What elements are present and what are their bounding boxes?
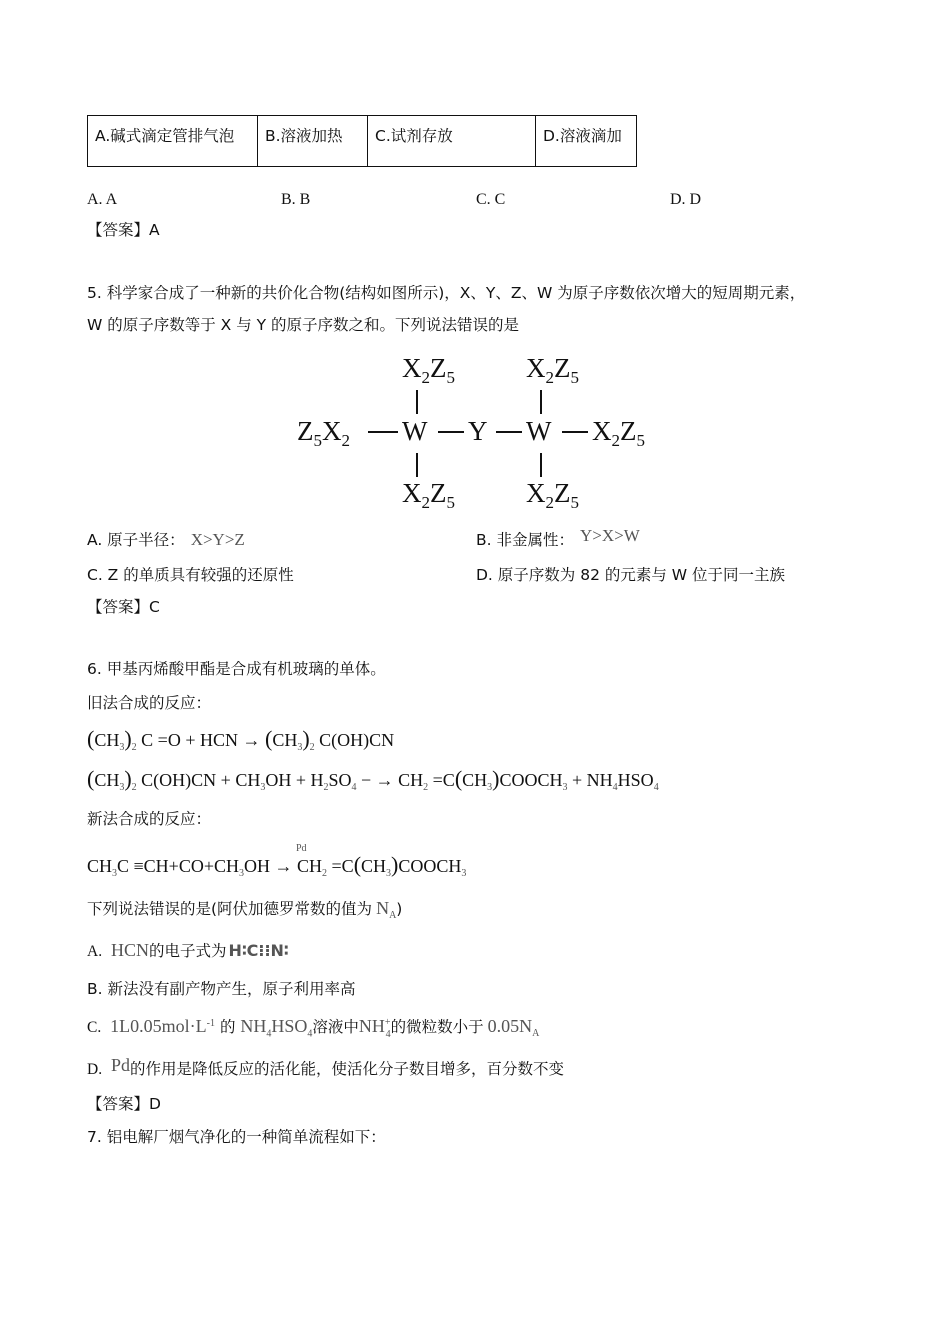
catalyst-label: Pd	[296, 843, 307, 854]
q4-answer: 【答案】A	[87, 221, 160, 239]
q6-old-label: 旧法合成的反应：	[87, 694, 212, 712]
group-top-left: $X_2Z_5$	[402, 353, 455, 387]
bond-bottom-right	[540, 453, 542, 477]
group-left: $Z_5X_2$	[297, 416, 350, 450]
table-cell-b: B.溶液加热	[258, 116, 368, 167]
q5-stem-line2: W 的原子序数等于 X 与 Y 的原子序数之和。下列说法错误的是	[87, 316, 520, 334]
bond-left	[368, 431, 398, 433]
group-bottom-left: $X_2Z_5$	[402, 478, 455, 512]
q4-option-d: D. D	[670, 191, 702, 208]
old-reaction-1: $(CH_3)_2$ C =O + HCN → $(CH_3)_2$ C(OH)CN	[87, 726, 395, 753]
q7-stem: 7. 铝电解厂烟气净化的一种简单流程如下：	[87, 1128, 386, 1146]
bond-bottom-left	[416, 453, 418, 477]
q5-option-c: C. Z 的单质具有较强的还原性	[87, 566, 294, 584]
atom-y: Y	[468, 416, 488, 446]
q6-question: 下列说法错误的是(阿伏加德罗常数的值为 $N_A$)	[87, 898, 403, 922]
q5-option-d: D. 原子序数为 82 的元素与 W 位于同一主族	[476, 566, 786, 584]
old-reaction-2: $(CH_3)_2$ $C(OH)CN + CH_3OH + H_2SO_4$ − → $CH_2$ $=C(CH_3)COOCH_3 + NH_4HSO_4$	[87, 766, 659, 793]
bond-top-right	[540, 390, 542, 414]
q5-option-b: B. 非金属性： Y>X>W	[476, 526, 640, 549]
q6-new-label: 新法合成的反应：	[87, 810, 212, 828]
q6-option-c: C. $1L0.05mol\cdot L^{-1}$ 的 $NH_4HSO_4$溶液中$NH^+_4$的微粒数小于 $0.05N_A$	[87, 1016, 540, 1040]
q6-option-d: D. Pd的作用是降低反应的活化能，使活化分子数目增多，百分数不变	[87, 1055, 565, 1078]
q5-answer: 【答案】C	[87, 598, 160, 616]
q4-option-c: C. C	[476, 191, 506, 208]
q5-stem-line1: 5. 科学家合成了一种新的共价化合物(结构如图所示)，X、Y、Z、W 为原子序数依次增大的短周期元素，	[87, 284, 806, 302]
bond-top-left	[416, 390, 418, 414]
q6-stem: 6. 甲基丙烯酸甲酯是合成有机玻璃的单体。	[87, 660, 386, 678]
bond-w-y-left	[438, 431, 464, 433]
table-cell-c: C.试剂存放	[368, 116, 536, 167]
atom-w-right: W	[526, 416, 552, 446]
q6-answer: 【答案】D	[87, 1095, 161, 1113]
group-right: $X_2Z_5$	[592, 416, 645, 450]
molecule-structure	[290, 350, 670, 515]
q6-option-a: A. HCN的电子式为 H∶C⁝⁝N∶	[87, 940, 289, 960]
new-reaction: $CH_3C \equiv CH+CO+CH_3OH \to CH_2$ $=C(CH_3)COOCH_3$	[87, 852, 467, 879]
bond-right	[562, 431, 588, 433]
q5-option-a: A. 原子半径： X>Y>Z	[87, 530, 245, 549]
atom-w-left: W	[402, 416, 428, 446]
group-bottom-right: $X_2Z_5$	[526, 478, 579, 512]
experiment-table	[87, 115, 637, 167]
table-cell-d: D.溶液滴加	[536, 116, 637, 167]
q4-option-a: A. A	[87, 191, 118, 208]
table-cell-a: A.碱式滴定管排气泡	[88, 116, 258, 167]
q6-option-b: B. 新法没有副产物产生，原子利用率高	[87, 980, 356, 998]
group-top-right: $X_2Z_5$	[526, 353, 579, 387]
q4-option-b: B. B	[281, 191, 311, 208]
bond-y-w-right	[496, 431, 522, 433]
